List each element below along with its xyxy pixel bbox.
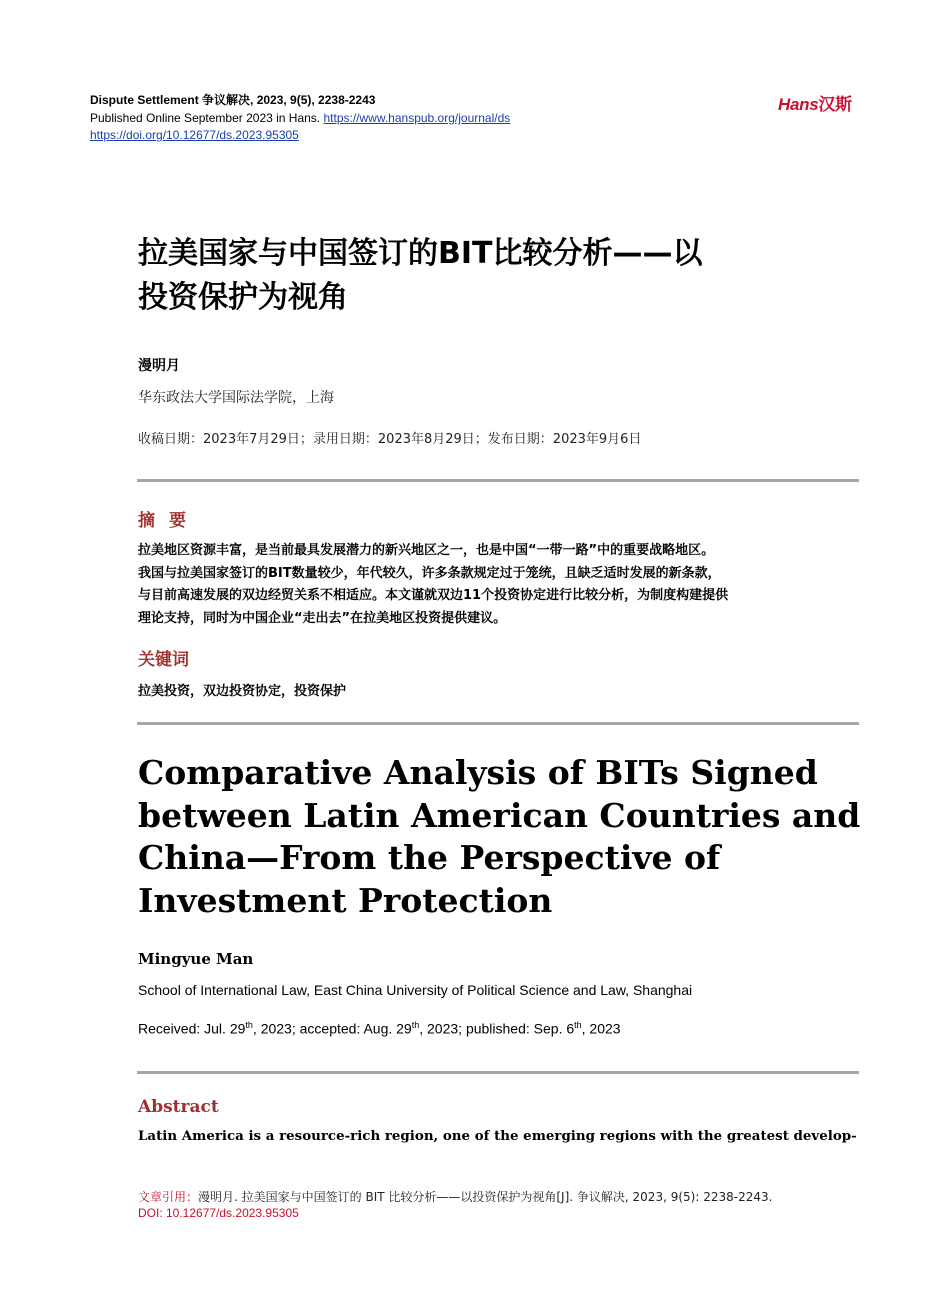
ordinal-suffix: th	[245, 1020, 253, 1030]
english-title-line: between Latin American Countries and	[138, 795, 861, 835]
english-abstract-heading: Abstract	[138, 1097, 219, 1117]
english-abstract-text: Latin America is a resource-rich region, one of the emerging regions with the greatest develop-	[138, 1128, 857, 1144]
doi-link[interactable]: https://doi.org/10.12677/ds.2023.95305	[90, 128, 299, 142]
chinese-title-line: 投资保护为视角	[138, 280, 348, 315]
english-title	[138, 752, 861, 922]
received-date: Received: Jul. 29	[138, 1020, 246, 1037]
english-title-line: Comparative Analysis of BITs Signed	[138, 753, 818, 792]
chinese-title-line: 拉美国家与中国签订的BIT比较分析——以	[138, 236, 703, 271]
abstract-line: 与目前高速发展的双边经贸关系不相适应。本文谨就双边11个投资协定进行比较分析，为制度构建提供	[138, 588, 729, 603]
divider	[137, 722, 859, 725]
citation-text: 漫明月. 拉美国家与中国签订的 BIT 比较分析——以投资保护为视角[J]. 争议解决, 2023, 9(5): 2238-2243.	[198, 1190, 773, 1204]
english-affiliation: School of International Law, East China University of Political Science and Law, Shanghai	[138, 982, 693, 998]
english-author: Mingyue Man	[138, 950, 254, 968]
chinese-keywords-heading: 关键词	[138, 650, 189, 670]
journal-link[interactable]: https://www.hanspub.org/journal/ds	[323, 111, 511, 125]
hans-logo	[778, 90, 852, 115]
english-title-line: Investment Protection	[138, 880, 553, 920]
accepted-date: , 2023; accepted: Aug. 29	[252, 1020, 412, 1037]
divider	[137, 479, 859, 482]
chinese-abstract-heading: 摘要	[138, 511, 200, 531]
chinese-dates: 收稿日期：2023年7月29日；录用日期：2023年8月29日；发布日期：2023年9月6日	[138, 432, 642, 447]
doi-line	[90, 127, 299, 143]
chinese-affiliation: 华东政法大学国际法学院，上海	[138, 390, 334, 406]
published-online-line	[90, 110, 510, 126]
published-online-text: Published Online September 2023 in Hans.	[90, 111, 324, 125]
chinese-abstract	[138, 540, 862, 630]
logo-cn: 汉斯	[818, 95, 852, 114]
journal-citation-line: Dispute Settlement 争议解决, 2023, 9(5), 2238-2243	[90, 93, 376, 107]
citation-footer	[138, 1188, 772, 1205]
chinese-title	[138, 232, 838, 320]
ordinal-suffix: th	[411, 1020, 420, 1030]
abstract-line: 我国与拉美国家签订的BIT数量较少，年代较久，许多条款规定过于笼统，且缺乏适时发展的新条款，	[138, 565, 721, 581]
footer-doi: DOI: 10.12677/ds.2023.95305	[138, 1206, 299, 1220]
citation-label: 文章引用：	[138, 1190, 199, 1204]
english-title-line: China—From the Perspective of	[138, 838, 721, 877]
english-dates	[138, 1020, 621, 1037]
divider	[137, 1071, 859, 1074]
abstract-line: 拉美地区资源丰富，是当前最具发展潜力的新兴地区之一，也是中国“一带一路”中的重要战略地区。	[138, 543, 715, 558]
published-year: , 2023	[581, 1020, 621, 1037]
abstract-line: 理论支持，同时为中国企业“走出去”在拉美地区投资提供建议。	[138, 610, 507, 626]
published-date: , 2023; published: Sep. 6	[419, 1020, 575, 1037]
chinese-keywords: 拉美投资，双边投资协定，投资保护	[138, 684, 347, 699]
chinese-author: 漫明月	[138, 358, 180, 374]
ordinal-suffix: th	[574, 1020, 582, 1030]
logo-latin: Hans	[778, 95, 819, 114]
